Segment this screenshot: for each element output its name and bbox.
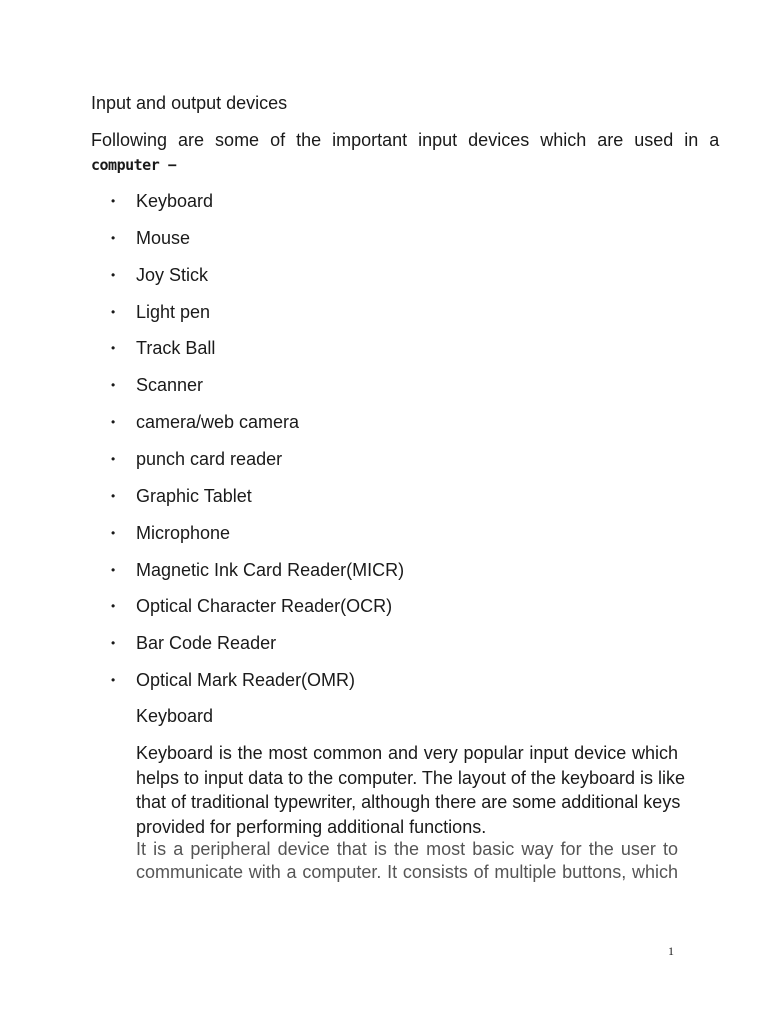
list-item-label: Track Ball [136, 338, 216, 359]
bullet-icon: • [111, 562, 116, 577]
list-item [111, 190, 213, 212]
list-item [111, 448, 282, 470]
list-item [111, 595, 392, 617]
list-item-label: Microphone [136, 522, 231, 543]
paragraph-line: helps to input data to the computer. The layout of the keyboard is like [136, 767, 686, 788]
intro-text: Following are some of the important input devices which are used in a [91, 130, 720, 150]
list-item [111, 227, 190, 249]
list-item [111, 559, 404, 581]
bullet-icon: • [111, 378, 116, 393]
paragraph-line: Keyboard is the most common and very popular input device which [136, 743, 678, 763]
list-item-label: Bar Code Reader [136, 633, 277, 654]
bullet-icon: • [111, 525, 116, 540]
bullet-icon: • [111, 267, 116, 282]
bullet-icon: • [111, 194, 116, 208]
page-number: 1 [668, 944, 674, 958]
bullet-icon: • [111, 304, 116, 319]
list-item-label: Magnetic Ink Card Reader(MICR) [136, 559, 405, 580]
list-item [111, 411, 299, 433]
paragraph-line: provided for performing additional functions. [136, 816, 487, 837]
bullet-icon: • [111, 451, 116, 466]
list-item [111, 337, 215, 359]
bullet-icon: • [111, 230, 116, 245]
list-item [111, 264, 208, 286]
bullet-icon: • [111, 341, 116, 356]
list-item-label: Mouse [136, 227, 191, 248]
keyboard-section-heading: Keyboard [136, 706, 214, 726]
bullet-icon: • [111, 636, 116, 651]
intro-text-computer: computer − [91, 156, 177, 174]
bullet-icon: • [111, 415, 116, 430]
list-item [111, 374, 203, 396]
peripheral-description-paragraph [136, 838, 678, 884]
list-item [111, 485, 252, 507]
bullet-icon: • [111, 488, 116, 503]
bullet-icon: • [111, 599, 116, 614]
intro-paragraph [91, 129, 720, 177]
list-item-label: Joy Stick [136, 264, 209, 285]
document-heading: Input and output devices [91, 93, 288, 113]
list-item [111, 301, 210, 323]
keyboard-description-paragraph [136, 741, 686, 839]
list-item-label: Scanner [136, 375, 204, 396]
list-item [111, 522, 230, 544]
list-item-label: Optical Mark Reader(OMR) [136, 670, 356, 691]
list-item-label: Graphic Tablet [136, 485, 252, 506]
list-item-label: camera/web camera [136, 412, 300, 433]
paragraph-line: communicate with a computer. It consists of multiple buttons, which [136, 862, 678, 882]
list-item [111, 632, 276, 654]
list-item-label: Light pen [136, 301, 211, 322]
paragraph-line: that of traditional typewriter, although there are some additional keys [136, 792, 681, 812]
paragraph-line: It is a peripheral device that is the most basic way for the user to [136, 839, 678, 859]
list-item-label: punch card reader [136, 448, 283, 469]
bullet-icon: • [111, 673, 116, 688]
list-item-label: Keyboard [136, 191, 214, 211]
list-item-label: Optical Character Reader(OCR) [136, 596, 393, 617]
list-item [111, 669, 355, 691]
